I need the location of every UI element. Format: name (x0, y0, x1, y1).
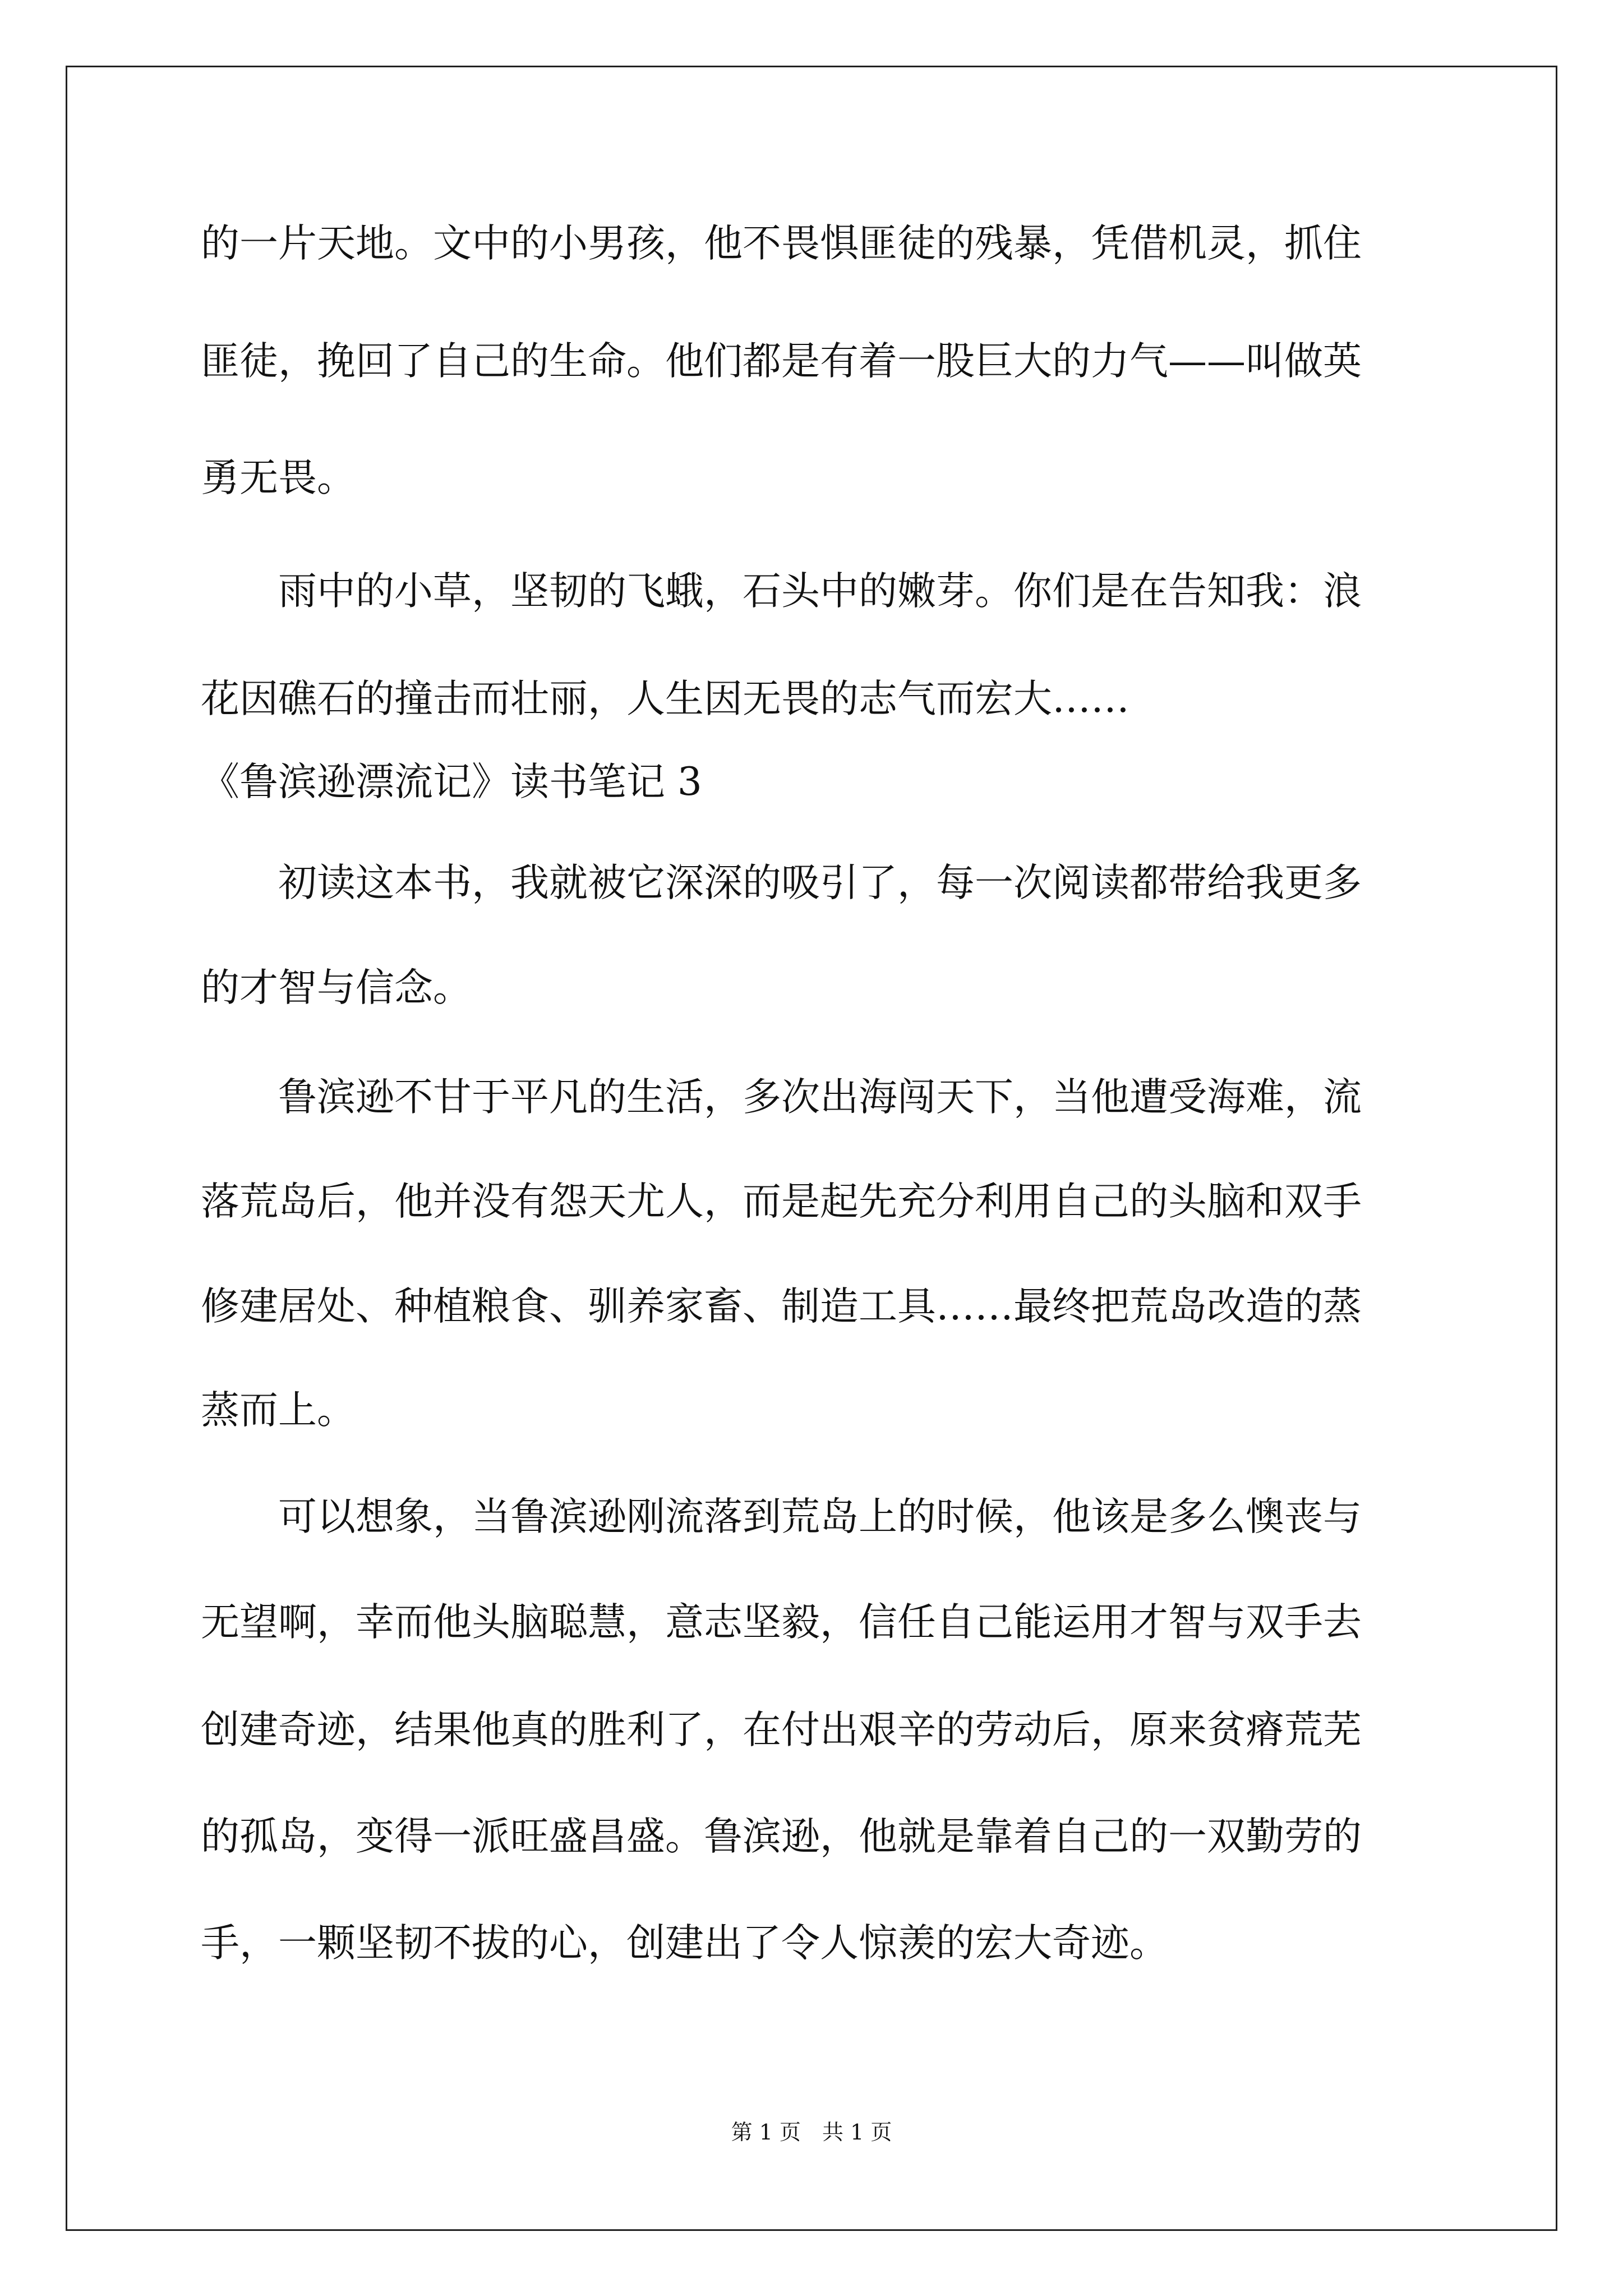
text-line: 蒸而上。 (201, 1388, 356, 1433)
text-line: 花因礁石的撞击而壮丽，人生因无畏的志气而宏大…… (201, 677, 1129, 721)
text-line: 修建居处、种植粮食、驯养家畜、制造工具……最终把荒岛改造的蒸 (201, 1284, 1362, 1329)
text-line: 落荒岛后，他并没有怨天尤人，而是起先充分利用自己的头脑和双手 (201, 1179, 1362, 1224)
text-line: 初读这本书，我就被它深深的吸引了，每一次阅读都带给我更多 (201, 861, 1362, 905)
text-line: 的孤岛，变得一派旺盛昌盛。鲁滨逊，他就是靠着自己的一双勤劳的 (201, 1814, 1362, 1859)
text-line: 创建奇迹，结果他真的胜利了，在付出艰辛的劳动后，原来贫瘠荒芜 (201, 1708, 1362, 1752)
section-heading: 《鲁滨逊漂流记》读书笔记 3 (201, 760, 702, 804)
text-line: 雨中的小草，坚韧的飞蛾，石头中的嫩芽。你们是在告知我：浪 (201, 569, 1362, 614)
text-line: 可以想象，当鲁滨逊刚流落到荒岛上的时候，他该是多么懊丧与 (201, 1494, 1362, 1539)
text-line: 无望啊，幸而他头脑聪慧，意志坚毅，信任自己能运用才智与双手去 (201, 1600, 1362, 1645)
page-footer: 第 1 页 共 1 页 (731, 2120, 892, 2145)
text-line: 勇无畏。 (201, 455, 356, 500)
page-border (66, 66, 1557, 2231)
text-line: 的才智与信念。 (201, 965, 472, 1010)
text-line: 手，一颗坚韧不拔的心，创建出了令人惊羡的宏大奇迹。 (201, 1921, 1168, 1966)
text-line: 的一片天地。文中的小男孩，他不畏惧匪徒的残暴，凭借机灵，抓住 (201, 221, 1362, 266)
text-line: 鲁滨逊不甘于平凡的生活，多次出海闯天下，当他遭受海难，流 (201, 1075, 1362, 1120)
text-line: 匪徒，挽回了自己的生命。他们都是有着一股巨大的力气——叫做英 (201, 339, 1362, 384)
